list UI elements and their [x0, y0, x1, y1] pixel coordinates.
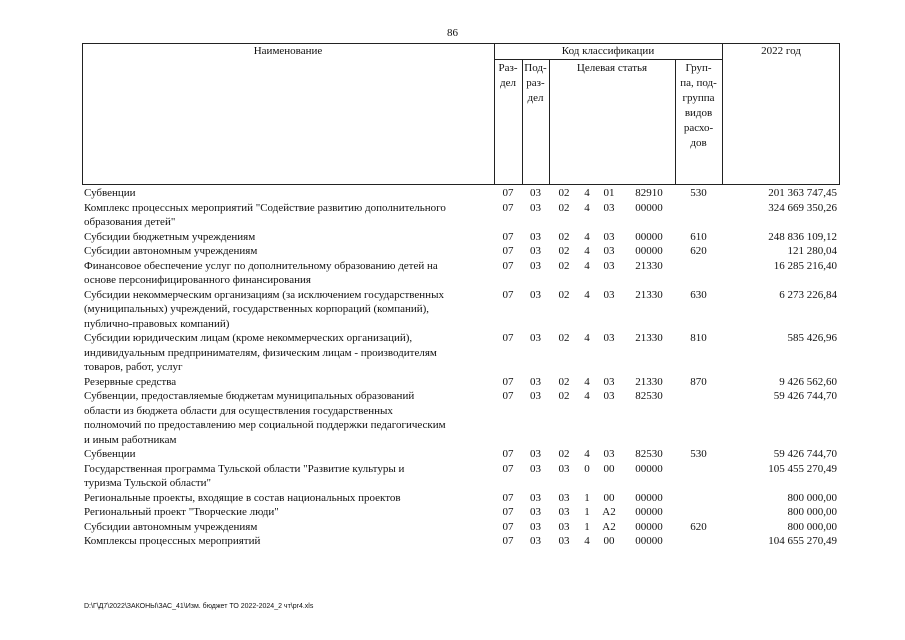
- amount-cell: 800 000,00: [787, 506, 837, 518]
- code-cell-a: 02: [558, 332, 570, 344]
- header-name: Наименование: [253, 45, 323, 57]
- header-podrazdel: Под- раз- дел: [524, 62, 547, 104]
- code-cell-d: 82530: [635, 390, 663, 402]
- code-cell-r: 07: [502, 230, 514, 243]
- row-name-line: Субвенции: [84, 187, 136, 199]
- code-cell-r: 07: [502, 535, 514, 547]
- amount-cell: 248 836 109,12: [768, 230, 837, 243]
- code-cell-d: 00000: [635, 506, 663, 518]
- code-cell-d: 00000: [635, 535, 663, 547]
- code-cell-g: 630: [690, 288, 707, 301]
- code-cell-b: 4: [584, 375, 590, 388]
- code-cell-a: 02: [558, 201, 570, 214]
- code-cell-r: 07: [502, 259, 514, 272]
- code-cell-c: 03: [603, 230, 615, 243]
- code-cell-b: 4: [584, 288, 590, 301]
- code-cell-r: 07: [502, 187, 514, 199]
- table-row: [82, 375, 840, 390]
- code-cell-r: 07: [502, 288, 514, 301]
- code-cell-p: 03: [530, 520, 541, 533]
- code-cell-c: 03: [603, 332, 615, 344]
- row-name-line: Субсидии юридическим лицам (кроме некоммерческих организаций),: [84, 332, 413, 344]
- code-cell-a: 03: [558, 462, 570, 475]
- code-cell-p: 03: [530, 535, 541, 547]
- code-cell-c: 03: [603, 201, 615, 214]
- code-cell-a: 02: [558, 245, 570, 257]
- amount-cell: 324 669 350,26: [768, 201, 837, 214]
- code-cell-a: 02: [558, 288, 570, 301]
- code-cell-p: 03: [530, 506, 541, 518]
- row-name: [82, 505, 496, 520]
- code-cell-c: 03: [603, 288, 615, 301]
- amount-cell: 16 285 216,40: [773, 259, 837, 272]
- table-row: [82, 259, 840, 288]
- row-name-line: Субвенции: [84, 448, 136, 460]
- code-cell-p: 03: [530, 230, 541, 243]
- code-cell-p: 03: [530, 259, 541, 272]
- table-row: [82, 447, 840, 462]
- row-name-line: Финансовое обеспечение услуг по дополнительному образованию детей на: [84, 259, 438, 272]
- code-cell-a: 03: [558, 535, 570, 547]
- row-name: [82, 259, 496, 288]
- row-name: [82, 230, 496, 245]
- header-code-underline: [494, 59, 722, 60]
- code-cell-b: 1: [584, 506, 590, 518]
- row-name-line: товаров, работ, услуг: [84, 361, 183, 373]
- code-cell-d: 00000: [635, 491, 663, 504]
- page-number: 86: [447, 27, 458, 39]
- code-cell-g: 610: [690, 230, 707, 243]
- code-cell-b: 4: [584, 448, 590, 460]
- code-cell-c: А2: [602, 520, 616, 533]
- code-cell-a: 02: [558, 259, 570, 272]
- row-name-line: Региональный проект "Творческие люди": [84, 506, 279, 518]
- code-cell-r: 07: [502, 462, 514, 475]
- table-row: [82, 520, 840, 535]
- table-row: [82, 288, 840, 332]
- code-cell-p: 03: [530, 491, 541, 504]
- code-cell-d: 00000: [635, 230, 663, 243]
- code-cell-a: 03: [558, 491, 570, 504]
- code-cell-d: 00000: [635, 201, 663, 214]
- header-target: Целевая статья: [576, 62, 648, 74]
- code-cell-b: 0: [584, 462, 590, 475]
- code-cell-a: 02: [558, 187, 570, 199]
- code-cell-c: 03: [603, 390, 615, 402]
- table-row: [82, 230, 840, 245]
- code-cell-c: 03: [603, 245, 615, 257]
- row-name-line: Субвенции, предоставляемые бюджетам муниципальных образований: [84, 390, 415, 402]
- row-name: [82, 201, 496, 230]
- header-bottom-border: [82, 184, 840, 185]
- code-cell-p: 03: [530, 375, 541, 388]
- code-cell-d: 00000: [635, 462, 663, 475]
- row-name: [82, 491, 496, 506]
- row-name-line: Субсидии автономным учреждениям: [84, 245, 258, 257]
- row-name: [82, 462, 496, 491]
- header-year: 2022 год: [761, 45, 801, 57]
- code-cell-g: 620: [690, 520, 707, 533]
- code-cell-g: 810: [690, 332, 707, 344]
- code-cell-r: 07: [502, 390, 514, 402]
- table-row: [82, 491, 840, 506]
- code-cell-a: 02: [558, 390, 570, 402]
- row-name: [82, 331, 496, 375]
- amount-cell: 800 000,00: [787, 491, 837, 504]
- table-body: [82, 186, 840, 549]
- code-cell-r: 07: [502, 245, 514, 257]
- code-cell-p: 03: [530, 462, 541, 475]
- code-cell-r: 07: [502, 201, 514, 214]
- header-divider: [549, 59, 550, 185]
- code-cell-b: 1: [584, 520, 590, 533]
- code-cell-d: 21330: [635, 375, 663, 388]
- code-cell-d: 21330: [635, 332, 663, 344]
- code-cell-d: 82910: [635, 187, 663, 199]
- table-row: [82, 331, 840, 375]
- header-group: Груп- па, под- группа видов расхо- дов: [680, 62, 717, 149]
- row-name: [82, 186, 496, 201]
- code-cell-a: 02: [558, 448, 570, 460]
- code-cell-b: 4: [584, 187, 590, 199]
- table-row: [82, 201, 840, 230]
- header-code: Код классификации: [561, 45, 655, 57]
- row-name-line: Резервные средства: [84, 375, 177, 388]
- code-cell-g: 530: [690, 187, 707, 199]
- table-row: [82, 186, 840, 201]
- row-name-line: индивидуальным предпринимателям, физическим лицам - производителям: [84, 346, 437, 359]
- amount-cell: 585 426,96: [787, 332, 837, 344]
- code-cell-c: 00: [603, 535, 615, 547]
- code-cell-a: 03: [558, 506, 570, 518]
- amount-cell: 800 000,00: [787, 520, 837, 533]
- code-cell-b: 4: [584, 259, 590, 272]
- code-cell-a: 02: [558, 230, 570, 243]
- code-cell-b: 4: [584, 535, 590, 547]
- row-name-line: образования детей": [84, 216, 176, 228]
- code-cell-d: 00000: [635, 520, 663, 533]
- row-name-line: Субсидии некоммерческим организациям (за исключением государственных: [84, 288, 444, 301]
- code-cell-r: 07: [502, 375, 514, 388]
- code-cell-r: 07: [502, 520, 514, 533]
- code-cell-b: 4: [584, 332, 590, 344]
- row-name: [82, 520, 496, 535]
- code-cell-p: 03: [530, 187, 541, 199]
- row-name: [82, 375, 496, 390]
- code-cell-b: 4: [584, 230, 590, 243]
- amount-cell: 59 426 744,70: [773, 448, 837, 460]
- table-row: [82, 505, 840, 520]
- code-cell-c: А2: [602, 506, 616, 518]
- code-cell-p: 03: [530, 245, 541, 257]
- table-row: [82, 244, 840, 259]
- code-cell-d: 00000: [635, 245, 663, 257]
- row-name-line: Комплексы процессных мероприятий: [84, 535, 261, 547]
- code-cell-d: 21330: [635, 259, 663, 272]
- row-name-line: и иным работникам: [84, 433, 177, 446]
- header-razdel: Раз- дел: [498, 62, 518, 89]
- table-row: [82, 462, 840, 491]
- code-cell-c: 03: [603, 375, 615, 388]
- header-right-border: [839, 43, 840, 185]
- code-cell-c: 03: [603, 448, 615, 460]
- row-name-line: Региональные проекты, входящие в состав национальных проектов: [84, 491, 401, 504]
- header-divider: [722, 43, 723, 185]
- code-cell-b: 4: [584, 390, 590, 402]
- row-name: [82, 288, 496, 332]
- code-cell-r: 07: [502, 506, 514, 518]
- row-name-line: публично-правовых компаний): [84, 317, 230, 330]
- table-row: [82, 389, 840, 447]
- code-cell-d: 21330: [635, 288, 663, 301]
- code-cell-g: 620: [690, 245, 707, 257]
- code-cell-c: 03: [603, 259, 615, 272]
- code-cell-g: 870: [690, 375, 707, 388]
- code-cell-p: 03: [530, 332, 541, 344]
- header-left-border: [82, 43, 83, 185]
- row-name-line: основе персонифицированного финансирования: [84, 274, 311, 286]
- code-cell-r: 07: [502, 448, 514, 460]
- row-name-line: Комплекс процессных мероприятий "Содействие развитию дополнительного: [84, 201, 446, 214]
- row-name: [82, 244, 496, 259]
- code-cell-c: 00: [603, 462, 615, 475]
- amount-cell: 105 455 270,49: [768, 462, 837, 475]
- row-name: [82, 389, 496, 447]
- row-name-line: Государственная программа Тульской области "Развитие культуры и: [84, 462, 405, 475]
- amount-cell: 9 426 562,60: [779, 375, 837, 388]
- amount-cell: 59 426 744,70: [773, 390, 837, 402]
- table-header: [82, 43, 840, 185]
- code-cell-r: 07: [502, 491, 514, 504]
- row-name-line: (муниципальных) учреждений, государственных корпораций (компаний),: [84, 303, 430, 315]
- row-name-line: туризма Тульской области": [84, 477, 212, 489]
- code-cell-d: 82530: [635, 448, 663, 460]
- row-name: [82, 534, 496, 549]
- table-row: [82, 534, 840, 549]
- code-cell-p: 03: [530, 288, 541, 301]
- code-cell-p: 03: [530, 390, 541, 402]
- row-name-line: Субсидии автономным учреждениям: [84, 520, 258, 533]
- code-cell-a: 02: [558, 375, 570, 388]
- code-cell-p: 03: [530, 201, 541, 214]
- code-cell-p: 03: [530, 448, 541, 460]
- amount-cell: 104 655 270,49: [768, 535, 837, 547]
- row-name-line: полномочий по предоставлению мер социальной поддержки педагогическим: [84, 419, 446, 431]
- amount-cell: 121 280,04: [787, 245, 837, 257]
- row-name: [82, 447, 496, 462]
- code-cell-g: 530: [690, 448, 707, 460]
- amount-cell: 201 363 747,45: [768, 187, 837, 199]
- code-cell-c: 01: [603, 187, 615, 199]
- file-path-footer: D:\Г\Д7\2022\ЗАКОНЫ\ЗАС_41\Изм. бюджет ТО 2022-2024_2 чт\pr4.xls: [84, 603, 314, 610]
- amount-cell: 6 273 226,84: [779, 288, 837, 301]
- row-name-line: Субсидии бюджетным учреждениям: [84, 230, 256, 243]
- row-name-line: области из бюджета области для осуществления государственных: [84, 404, 393, 417]
- code-cell-r: 07: [502, 332, 514, 344]
- code-cell-a: 03: [558, 520, 570, 533]
- code-cell-b: 4: [584, 245, 590, 257]
- code-cell-b: 1: [584, 491, 590, 504]
- code-cell-b: 4: [584, 201, 590, 214]
- code-cell-c: 00: [603, 491, 615, 504]
